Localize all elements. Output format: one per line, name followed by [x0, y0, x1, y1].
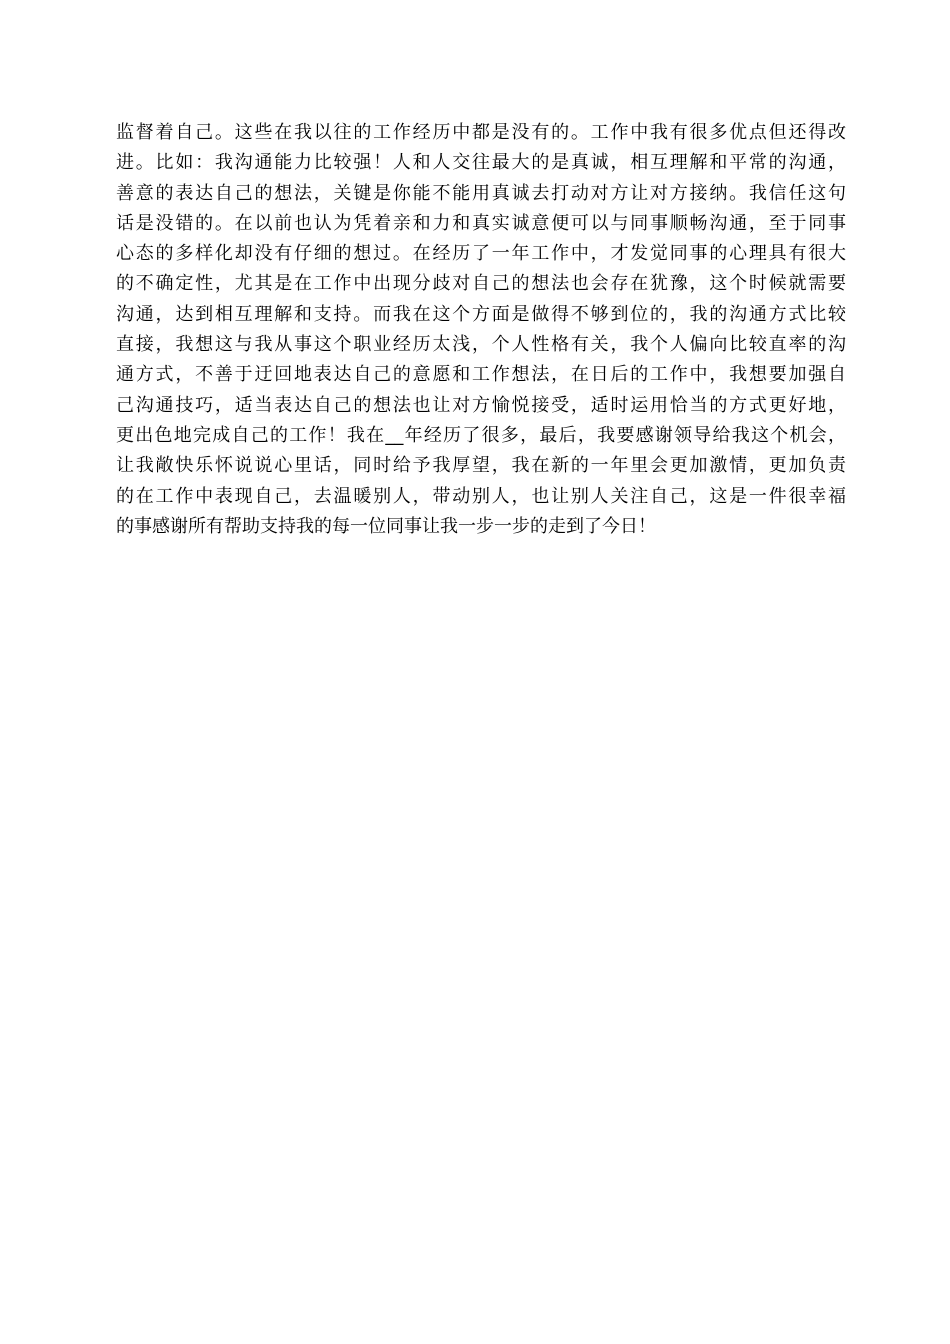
- text-line: 话是没错的。在以前也认为凭着亲和力和真实诚意便可以与同事顺畅沟通，至于同事: [116, 212, 846, 234]
- text-line: 监督着自己。这些在我以往的工作经历中都是没有的。工作中我有很多优点但还得改: [116, 122, 846, 143]
- text-line: 进。比如：我沟通能力比较强！人和人交往最大的是真诚，相互理解和平常的沟通，: [116, 152, 846, 174]
- text-line: 更出色地完成自己的工作！我在__年经历了很多，最后，我要感谢领导给我这个机会，: [116, 424, 846, 446]
- text-line: 让我敞快乐怀说说心里话，同时给予我厚望，我在新的一年里会更加激情，更加负责: [116, 455, 846, 477]
- text-line: 沟通，达到相互理解和支持。而我在这个方面是做得不够到位的，我的沟通方式比较: [116, 303, 846, 325]
- text-line: 的不确定性，尤其是在工作中出现分歧对自己的想法也会存在犹豫，这个时候就需要: [116, 273, 846, 295]
- text-line: 心态的多样化却没有仔细的想过。在经历了一年工作中，才发觉同事的心理具有很大: [116, 243, 846, 265]
- text-line: 通方式，不善于迂回地表达自己的意愿和工作想法，在日后的工作中，我想要加强自: [116, 364, 846, 386]
- text-line: 善意的表达自己的想法，关键是你能不能用真诚去打动对方让对方接纳。我信任这句: [116, 182, 846, 204]
- text-line: 的在工作中表现自己，去温暖别人，带动别人，也让别人关注自己，这是一件很幸福: [116, 485, 846, 507]
- text-line: 直接，我想这与我从事这个职业经历太浅，个人性格有关，我个人偏向比较直率的沟: [116, 334, 846, 356]
- text-line: 己沟通技巧，适当表达自己的想法也让对方愉悦接受，适时运用恰当的方式更好地，: [116, 394, 846, 416]
- text-line: 的事感谢所有帮助支持我的每一位同事让我一步一步的走到了今日！: [116, 515, 656, 537]
- body-paragraph: [116, 118, 846, 542]
